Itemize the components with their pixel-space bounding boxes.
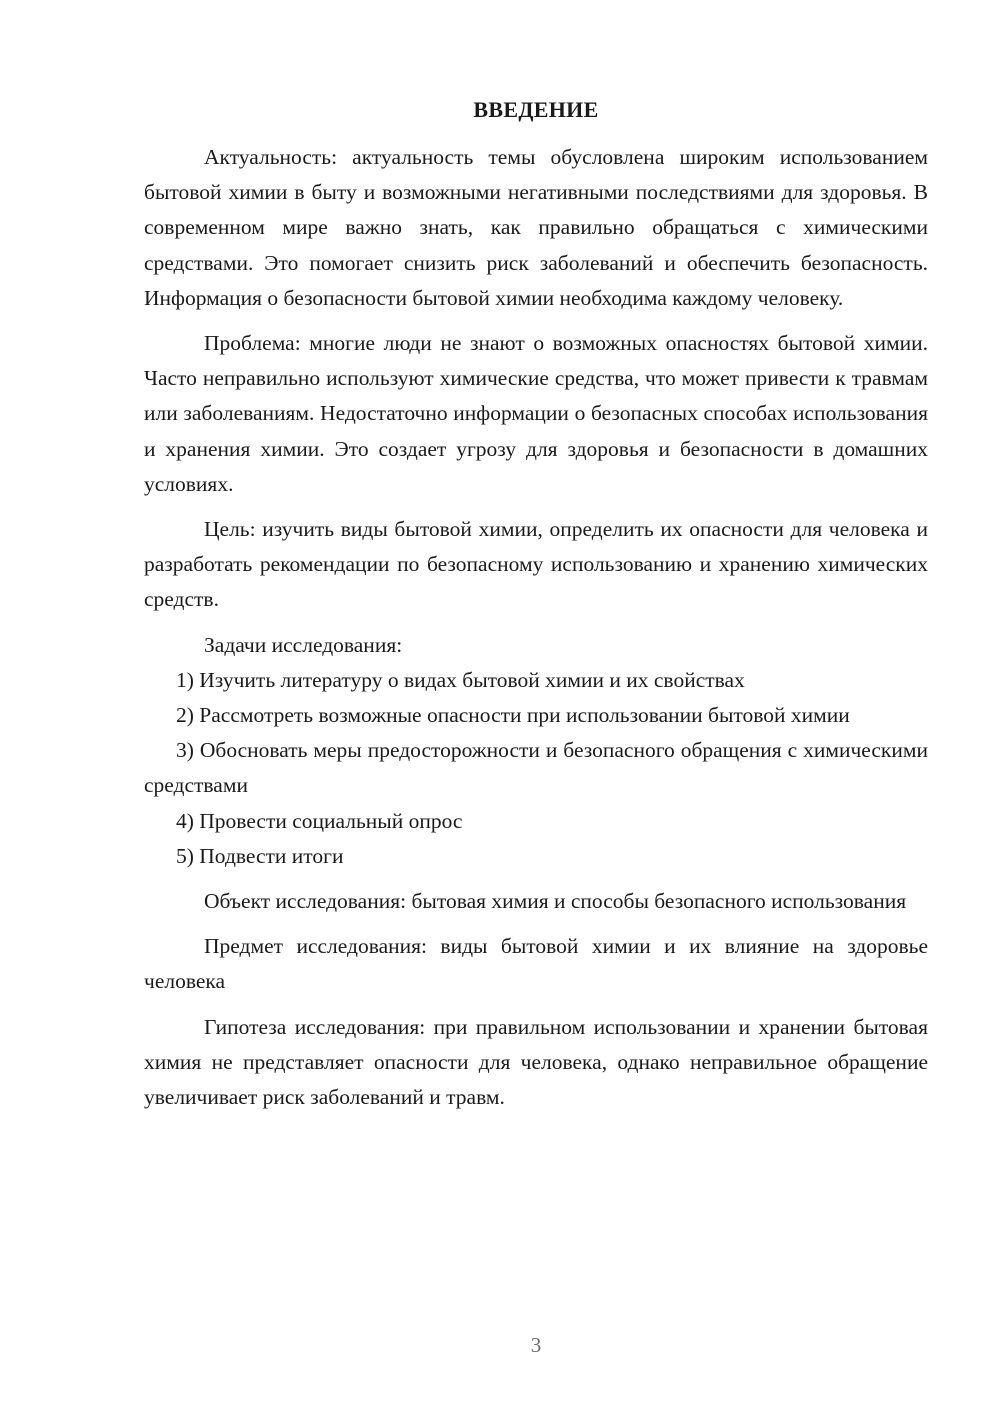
page-title: ВВЕДЕНИЕ: [473, 97, 599, 122]
document-page: [144, 94, 928, 1115]
paragraph-problem: Проблема: многие люди не знают о возможных опасностях бытовой химии. Часто неправильно используют химические средства, что может привести к травмам или заболеваниям. Недостаточно информации о безопасных способах использования и хранения химии. Это создает угрозу для здоровья и безопасности в домашних условиях.: [144, 331, 928, 496]
paragraph-hypothesis: Гипотеза исследования: при правильном использовании и хранении бытовая химия не представляет опасности для человека, однако неправильное обращение увеличивает риск заболеваний и травм.: [144, 1014, 928, 1110]
paragraph-object: Объект исследования: бытовая химия и способы безопасного использования: [204, 889, 907, 914]
paragraph-relevance: Актуальность: актуальность темы обусловлена широким использованием бытовой химии в быту и возможными негативными последствиями для здоровья. В современном мире важно знать, как правильно обращаться с химическими средствами. Это помогает снизить риск заболеваний и обеспечить безопасность. Информация о безопасности бытовой химии необходима каждому человеку.: [144, 145, 928, 310]
paragraph-goal: Цель: изучить виды бытовой химии, определить их опасности для человека и разработать рекомендации по безопасному использованию и хранению химических средств.: [144, 517, 928, 612]
page-number: 3: [530, 1333, 542, 1357]
task-item-2: 2) Рассмотреть возможные опасности при использовании бытовой химии: [176, 703, 850, 728]
task-item-3: 3) Обосновать меры предосторожности и безопасного обращения с химическими средствами: [144, 738, 928, 798]
task-item-5: 5) Подвести итоги: [176, 843, 344, 868]
task-item-1: 1) Изучить литературу о видах бытовой химии и их свойствах: [176, 667, 745, 692]
task-item-4: 4) Провести социальный опрос: [176, 808, 463, 833]
tasks-heading: Задачи исследования:: [204, 632, 403, 657]
paragraph-subject: Предмет исследования: виды бытовой химии и их влияние на здоровье человека: [144, 934, 928, 994]
